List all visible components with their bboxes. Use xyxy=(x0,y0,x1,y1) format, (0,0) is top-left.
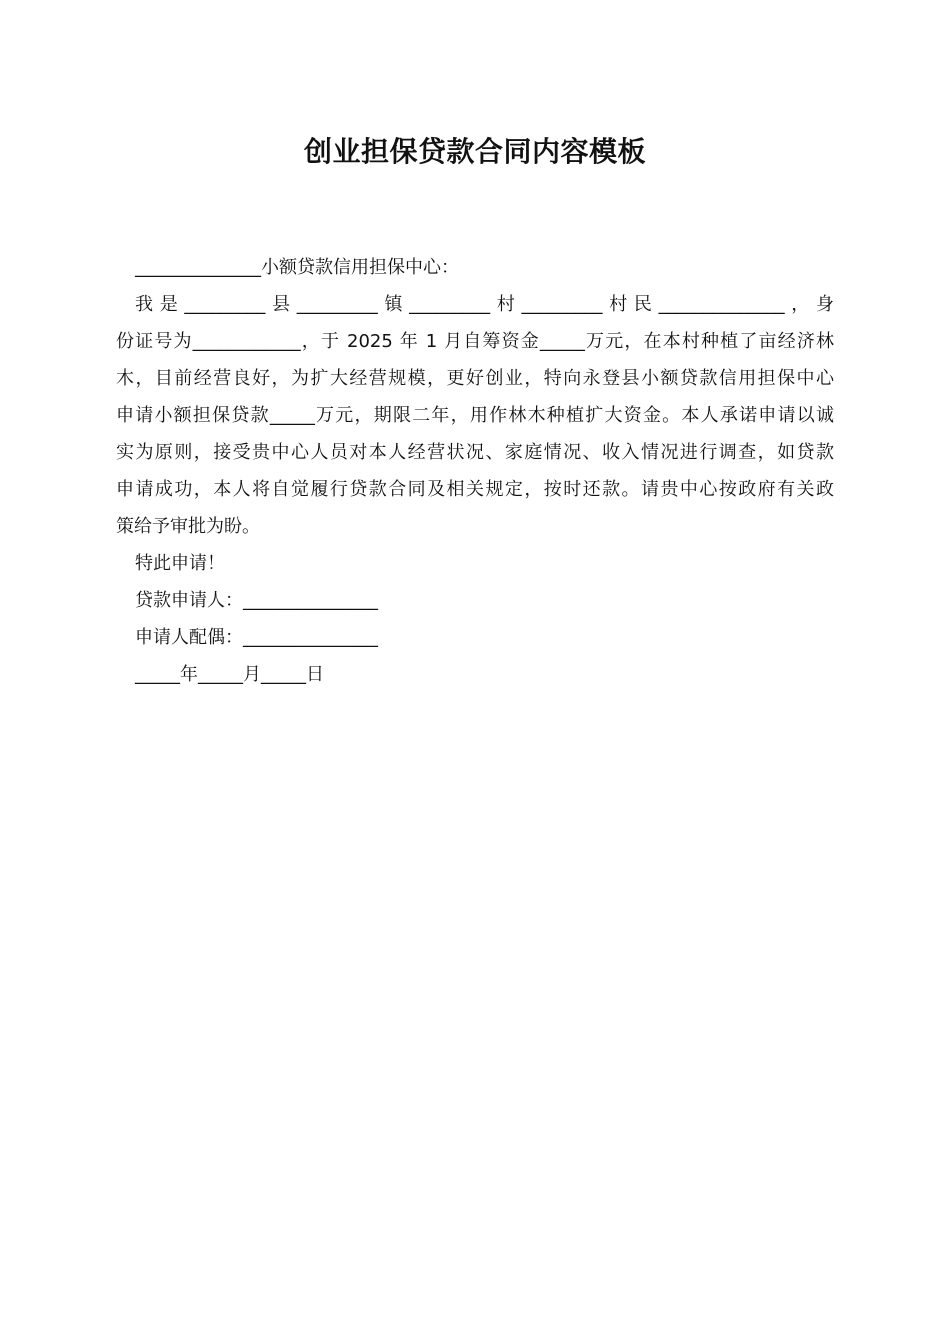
body-line-5: 实为原则，接受贵中心人员对本人经营状况、家庭情况、收入情况进行调查，如贷款 xyxy=(116,442,834,463)
addressee-line: ______________小额贷款信用担保中心： xyxy=(135,257,459,278)
applicant-signature-line: 贷款申请人：_______________ xyxy=(135,590,378,611)
body-line-1: 我是_________县_________镇_________村_________村民______________，身 xyxy=(135,294,834,315)
spouse-signature-line: 申请人配偶：_______________ xyxy=(135,627,378,648)
body-line-7: 策给予审批为盼。 xyxy=(116,516,260,537)
date-line: _____年_____月_____日 xyxy=(135,664,324,685)
body-line-4: 申请小额担保贷款_____万元，期限二年，用作林木种植扩大资金。本人承诺申请以诚 xyxy=(116,405,834,426)
closing-line: 特此申请！ xyxy=(135,553,225,574)
document-title: 创业担保贷款合同内容模板 xyxy=(303,135,646,168)
body-line-2: 份证号为____________，于 2025 年 1 月自筹资金_____万元，在本村种植了亩经济林 xyxy=(116,331,834,352)
document-body xyxy=(116,249,834,693)
body-line-6: 申请成功，本人将自觉履行贷款合同及相关规定，按时还款。请贵中心按政府有关政 xyxy=(116,479,834,500)
body-line-3: 木，目前经营良好，为扩大经营规模，更好创业，特向永登县小额贷款信用担保中心 xyxy=(116,368,834,389)
